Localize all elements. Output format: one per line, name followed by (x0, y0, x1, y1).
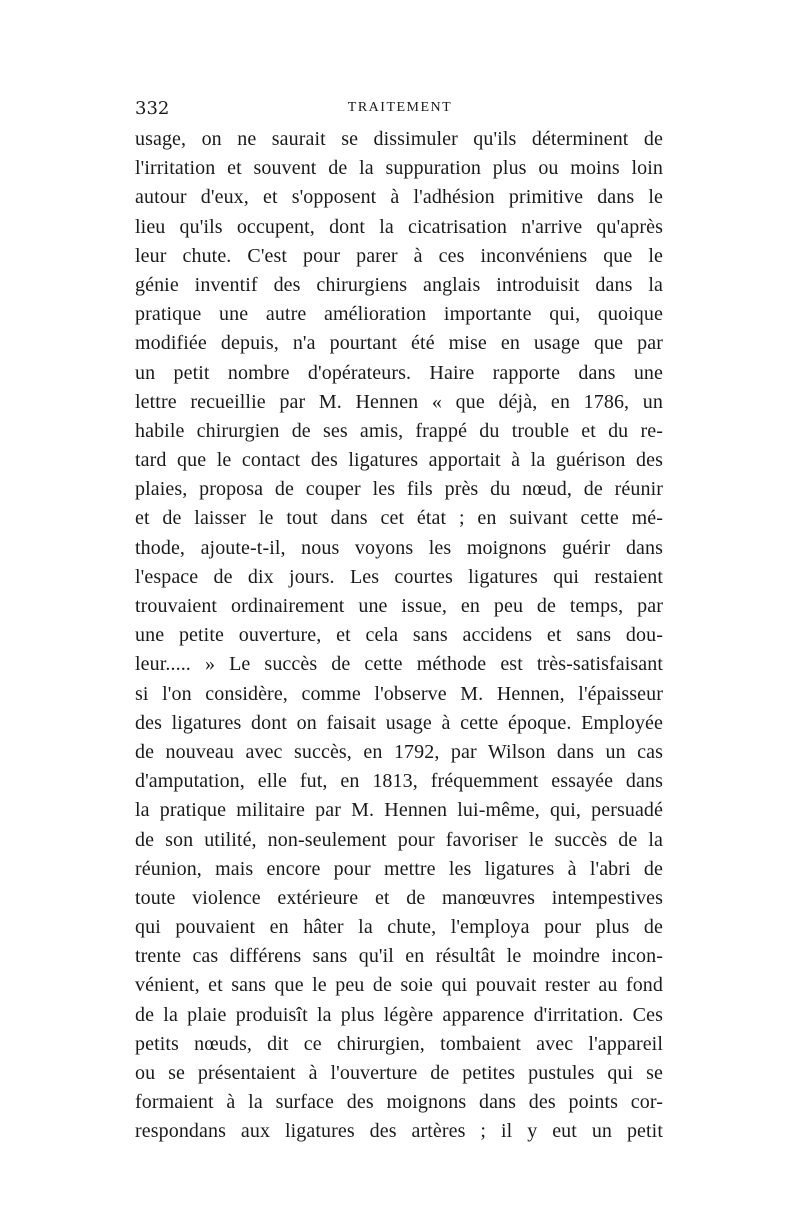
text-line: l'irritation et souvent de la suppuration plus ou moins loin (135, 157, 663, 180)
text-line: un petit nombre d'opérateurs. Haire rapporte dans une (135, 361, 663, 384)
text-line: de son utilité, non-seulement pour favoriser le succès de la (135, 828, 663, 851)
text-line: et de laisser le tout dans cet état ; en suivant cette mé- (135, 507, 663, 530)
text-line: réunion, mais encore pour mettre les ligatures à l'abri de (135, 857, 663, 880)
text-line: leur chute. C'est pour parer à ces inconvéniens que le (135, 244, 663, 267)
text-line: pratique une autre amélioration importante qui, quoique (135, 303, 663, 326)
text-line: respondans aux ligatures des artères ; il y eut un petit (135, 1120, 663, 1143)
text-line: lettre recueillie par M. Hennen « que déjà, en 1786, un (135, 390, 663, 413)
text-line: génie inventif des chirurgiens anglais introduisit dans la (135, 273, 663, 296)
page-header (135, 98, 665, 122)
text-line: lieu qu'ils occupent, dont la cicatrisation n'arrive qu'après (135, 215, 663, 238)
text-line: petits nœuds, dit ce chirurgien, tombaient avec l'appareil (135, 1032, 663, 1055)
text-line: une petite ouverture, et cela sans accidens et sans dou- (135, 624, 663, 647)
text-line: ou se présentaient à l'ouverture de petites pustules qui se (135, 1062, 663, 1084)
text-line: qui pouvaient en hâter la chute, l'employa pour plus de (135, 916, 663, 939)
text-line: l'espace de dix jours. Les courtes ligatures qui restaient (135, 565, 663, 588)
text-line: toute violence extérieure et de manœuvres intempestives (135, 886, 663, 909)
text-line: usage, on ne saurait se dissimuler qu'ils déterminent de (135, 128, 663, 150)
text-line: d'amputation, elle fut, en 1813, fréquemment essayée dans (135, 770, 663, 793)
text-line: de nouveau avec succès, en 1792, par Wilson dans un cas (135, 740, 663, 763)
text-line: tard que le contact des ligatures apportait à la guérison des (135, 449, 663, 472)
text-line: des ligatures dont on faisait usage à cette époque. Employée (135, 711, 663, 734)
text-line: la pratique militaire par M. Hennen lui-même, qui, persuadé (135, 799, 663, 822)
text-line: trente cas différens sans qu'il en résultât le moindre incon- (135, 945, 663, 968)
text-line: si l'on considère, comme l'observe M. Hennen, l'épaisseur (135, 682, 663, 705)
text-line: thode, ajoute-t-il, nous voyons les moignons guérir dans (135, 536, 663, 559)
text-line: leur..... » Le succès de cette méthode est très-satisfaisant (135, 653, 663, 676)
text-line: trouvaient ordinairement une issue, en peu de temps, par (135, 595, 663, 617)
running-head: TRAITEMENT (347, 100, 453, 115)
text-line: formaient à la surface des moignons dans des points cor- (135, 1091, 663, 1114)
body-text (135, 125, 663, 1147)
text-line: autour d'eux, et s'opposent à l'adhésion primitive dans le (135, 186, 663, 209)
text-line: de la plaie produisît la plus légère apparence d'irritation. Ces (135, 1003, 663, 1026)
text-line: habile chirurgien de ses amis, frappé du trouble et du re- (135, 419, 663, 442)
text-line: vénient, et sans que le peu de soie qui pouvait rester au fond (135, 974, 663, 997)
page-number: 332 (135, 98, 170, 119)
text-line: modifiée depuis, n'a pourtant été mise en usage que par (135, 332, 663, 355)
text-line: plaies, proposa de couper les fils près du nœud, de réunir (135, 478, 663, 501)
